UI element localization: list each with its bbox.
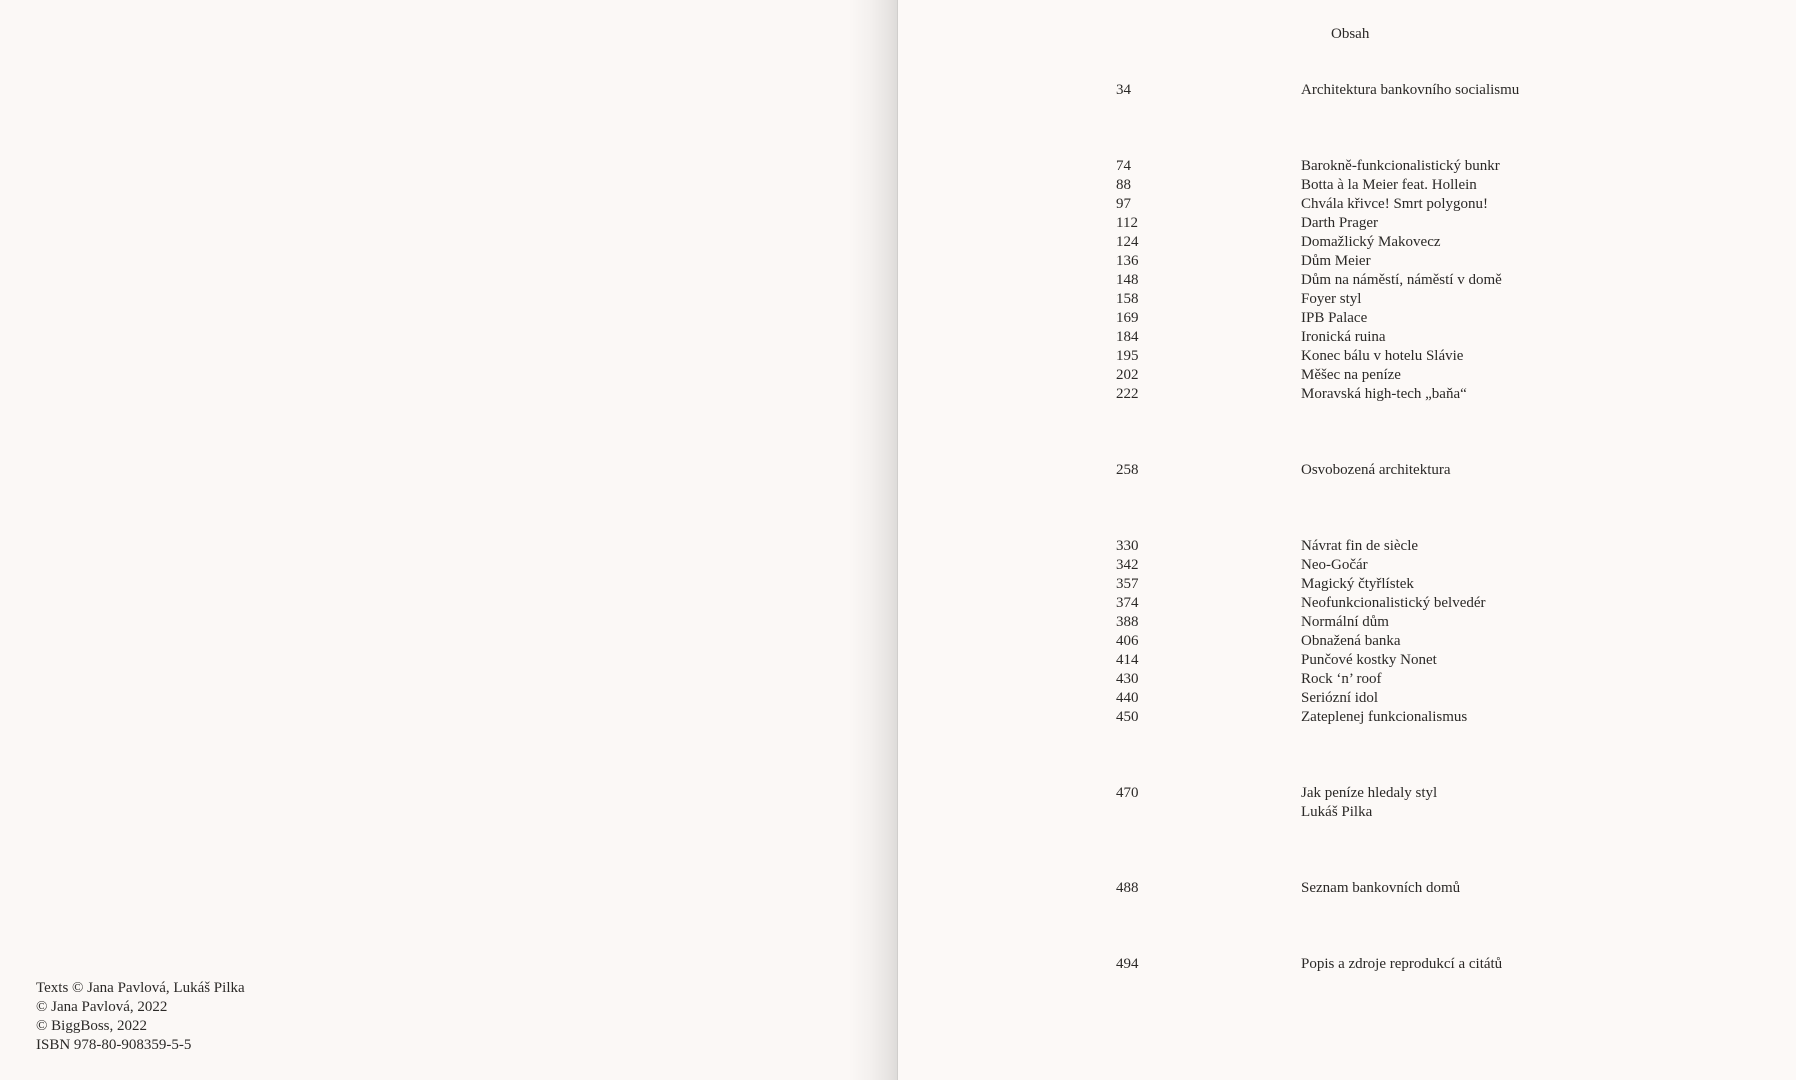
toc-title: Seznam bankovních domů: [1301, 880, 1461, 896]
toc-title: Neofunkcionalistický belvedér: [1301, 595, 1486, 611]
toc-title: Normální dům: [1301, 614, 1389, 630]
toc-page-number: 112: [1116, 215, 1138, 231]
toc-page-number: 414: [1116, 652, 1139, 668]
toc-entry[interactable]: [1116, 271, 1716, 290]
toc-page-number: 357: [1116, 576, 1139, 592]
toc-page-number: 494: [1116, 956, 1139, 972]
toc-page-number: 342: [1116, 557, 1139, 573]
toc-title: Rock ‘n’ roof: [1301, 671, 1382, 687]
toc-entry[interactable]: [1116, 252, 1716, 271]
toc-entry-sources[interactable]: [1116, 955, 1716, 974]
toc-page-number: 430: [1116, 671, 1139, 687]
toc-title: Jak peníze hledaly styl: [1301, 785, 1438, 801]
toc-entry[interactable]: [1116, 632, 1716, 651]
toc-title: Botta à la Meier feat. Hollein: [1301, 177, 1477, 193]
toc-title: Punčové kostky Nonet: [1301, 652, 1437, 668]
toc-page-number: 470: [1116, 785, 1139, 801]
toc-entry[interactable]: [1116, 233, 1716, 252]
toc-entry[interactable]: [1116, 309, 1716, 328]
toc-title: Chvála křivce! Smrt polygonu!: [1301, 196, 1489, 212]
toc-page-number: 440: [1116, 690, 1139, 706]
toc-title: Foyer styl: [1301, 291, 1362, 307]
toc-page-number: 450: [1116, 709, 1139, 725]
imprint-line: © Jana Pavlová, 2022: [36, 999, 168, 1015]
page-title: Obsah: [1331, 26, 1370, 42]
toc-entry[interactable]: [1116, 556, 1716, 575]
toc-entry[interactable]: [1116, 195, 1716, 214]
toc-list-2: [1116, 537, 1716, 727]
toc-entry[interactable]: [1116, 347, 1716, 366]
toc-entry-author: [1116, 803, 1716, 822]
toc-page-number: 88: [1116, 177, 1131, 193]
toc-page-number: 195: [1116, 348, 1139, 364]
toc-entry[interactable]: [1116, 670, 1716, 689]
toc-title: Zateplenej funkcionalismus: [1301, 709, 1468, 725]
toc-entry[interactable]: [1116, 328, 1716, 347]
toc-entry[interactable]: [1116, 290, 1716, 309]
gutter-line: [897, 0, 898, 1080]
toc-title: Architektura bankovního socialismu: [1301, 82, 1520, 98]
toc-page-number: 202: [1116, 367, 1139, 383]
toc-entry[interactable]: [1116, 575, 1716, 594]
toc-page-number: 158: [1116, 291, 1139, 307]
toc-title: Dům na náměstí, náměstí v domě: [1301, 272, 1502, 288]
imprint-line: ISBN 978-80-908359-5-5: [36, 1037, 192, 1053]
toc-page-number: 184: [1116, 329, 1139, 345]
toc-page-number: 258: [1116, 462, 1139, 478]
toc-title: Osvobozená architektura: [1301, 462, 1451, 478]
toc-page-number: 74: [1116, 158, 1131, 174]
toc-page-number: 406: [1116, 633, 1139, 649]
toc-title: Měšec na peníze: [1301, 367, 1401, 383]
toc-title: Seriózní idol: [1301, 690, 1379, 706]
toc-entry[interactable]: [1116, 157, 1716, 176]
toc-title: Domažlický Makovecz: [1301, 234, 1441, 250]
toc-entry[interactable]: [1116, 537, 1716, 556]
toc-entry[interactable]: [1116, 613, 1716, 632]
toc-page-number: 97: [1116, 196, 1131, 212]
imprint: [36, 979, 245, 1055]
toc-entry-part2[interactable]: [1116, 461, 1716, 480]
toc-title: Barokně-funkcionalistický bunkr: [1301, 158, 1500, 174]
toc-entry[interactable]: [1116, 366, 1716, 385]
toc-entry[interactable]: [1116, 689, 1716, 708]
toc-title: Obnažená banka: [1301, 633, 1401, 649]
toc-page-number: 488: [1116, 880, 1139, 896]
toc-title: Neo-Gočár: [1301, 557, 1368, 573]
toc-page-number: 148: [1116, 272, 1139, 288]
toc-entry[interactable]: [1116, 708, 1716, 727]
toc-title: IPB Palace: [1301, 310, 1368, 326]
table-of-contents: [1116, 81, 1716, 974]
toc-entry-part1[interactable]: [1116, 81, 1716, 100]
toc-title: Magický čtyřlístek: [1301, 576, 1414, 592]
toc-entry-index[interactable]: [1116, 879, 1716, 898]
toc-title: Návrat fin de siècle: [1301, 538, 1419, 554]
toc-page-number: 330: [1116, 538, 1139, 554]
toc-page-number: 124: [1116, 234, 1139, 250]
toc-title: Darth Prager: [1301, 215, 1379, 231]
toc-page-number: 169: [1116, 310, 1139, 326]
toc-entry[interactable]: [1116, 651, 1716, 670]
imprint-line: © BiggBoss, 2022: [36, 1018, 147, 1034]
imprint-line: Texts © Jana Pavlová, Lukáš Pilka: [36, 980, 245, 996]
toc-entry[interactable]: [1116, 385, 1716, 404]
toc-page-number: 222: [1116, 386, 1139, 402]
toc-title: Dům Meier: [1301, 253, 1371, 269]
toc-title: Ironická ruina: [1301, 329, 1386, 345]
toc-entry[interactable]: [1116, 214, 1716, 233]
toc-author: Lukáš Pilka: [1301, 804, 1373, 820]
toc-page-number: 136: [1116, 253, 1139, 269]
toc-entry-essay[interactable]: [1116, 784, 1716, 803]
toc-page-number: 34: [1116, 82, 1131, 98]
toc-list-1: [1116, 157, 1716, 404]
toc-entry[interactable]: [1116, 176, 1716, 195]
toc-entry[interactable]: [1116, 594, 1716, 613]
toc-title: Moravská high-tech „baňa“: [1301, 386, 1467, 402]
toc-page-number: 374: [1116, 595, 1139, 611]
toc-title: Konec bálu v hotelu Slávie: [1301, 348, 1464, 364]
toc-title: Popis a zdroje reprodukcí a citátů: [1301, 956, 1503, 972]
toc-page-number: 388: [1116, 614, 1139, 630]
